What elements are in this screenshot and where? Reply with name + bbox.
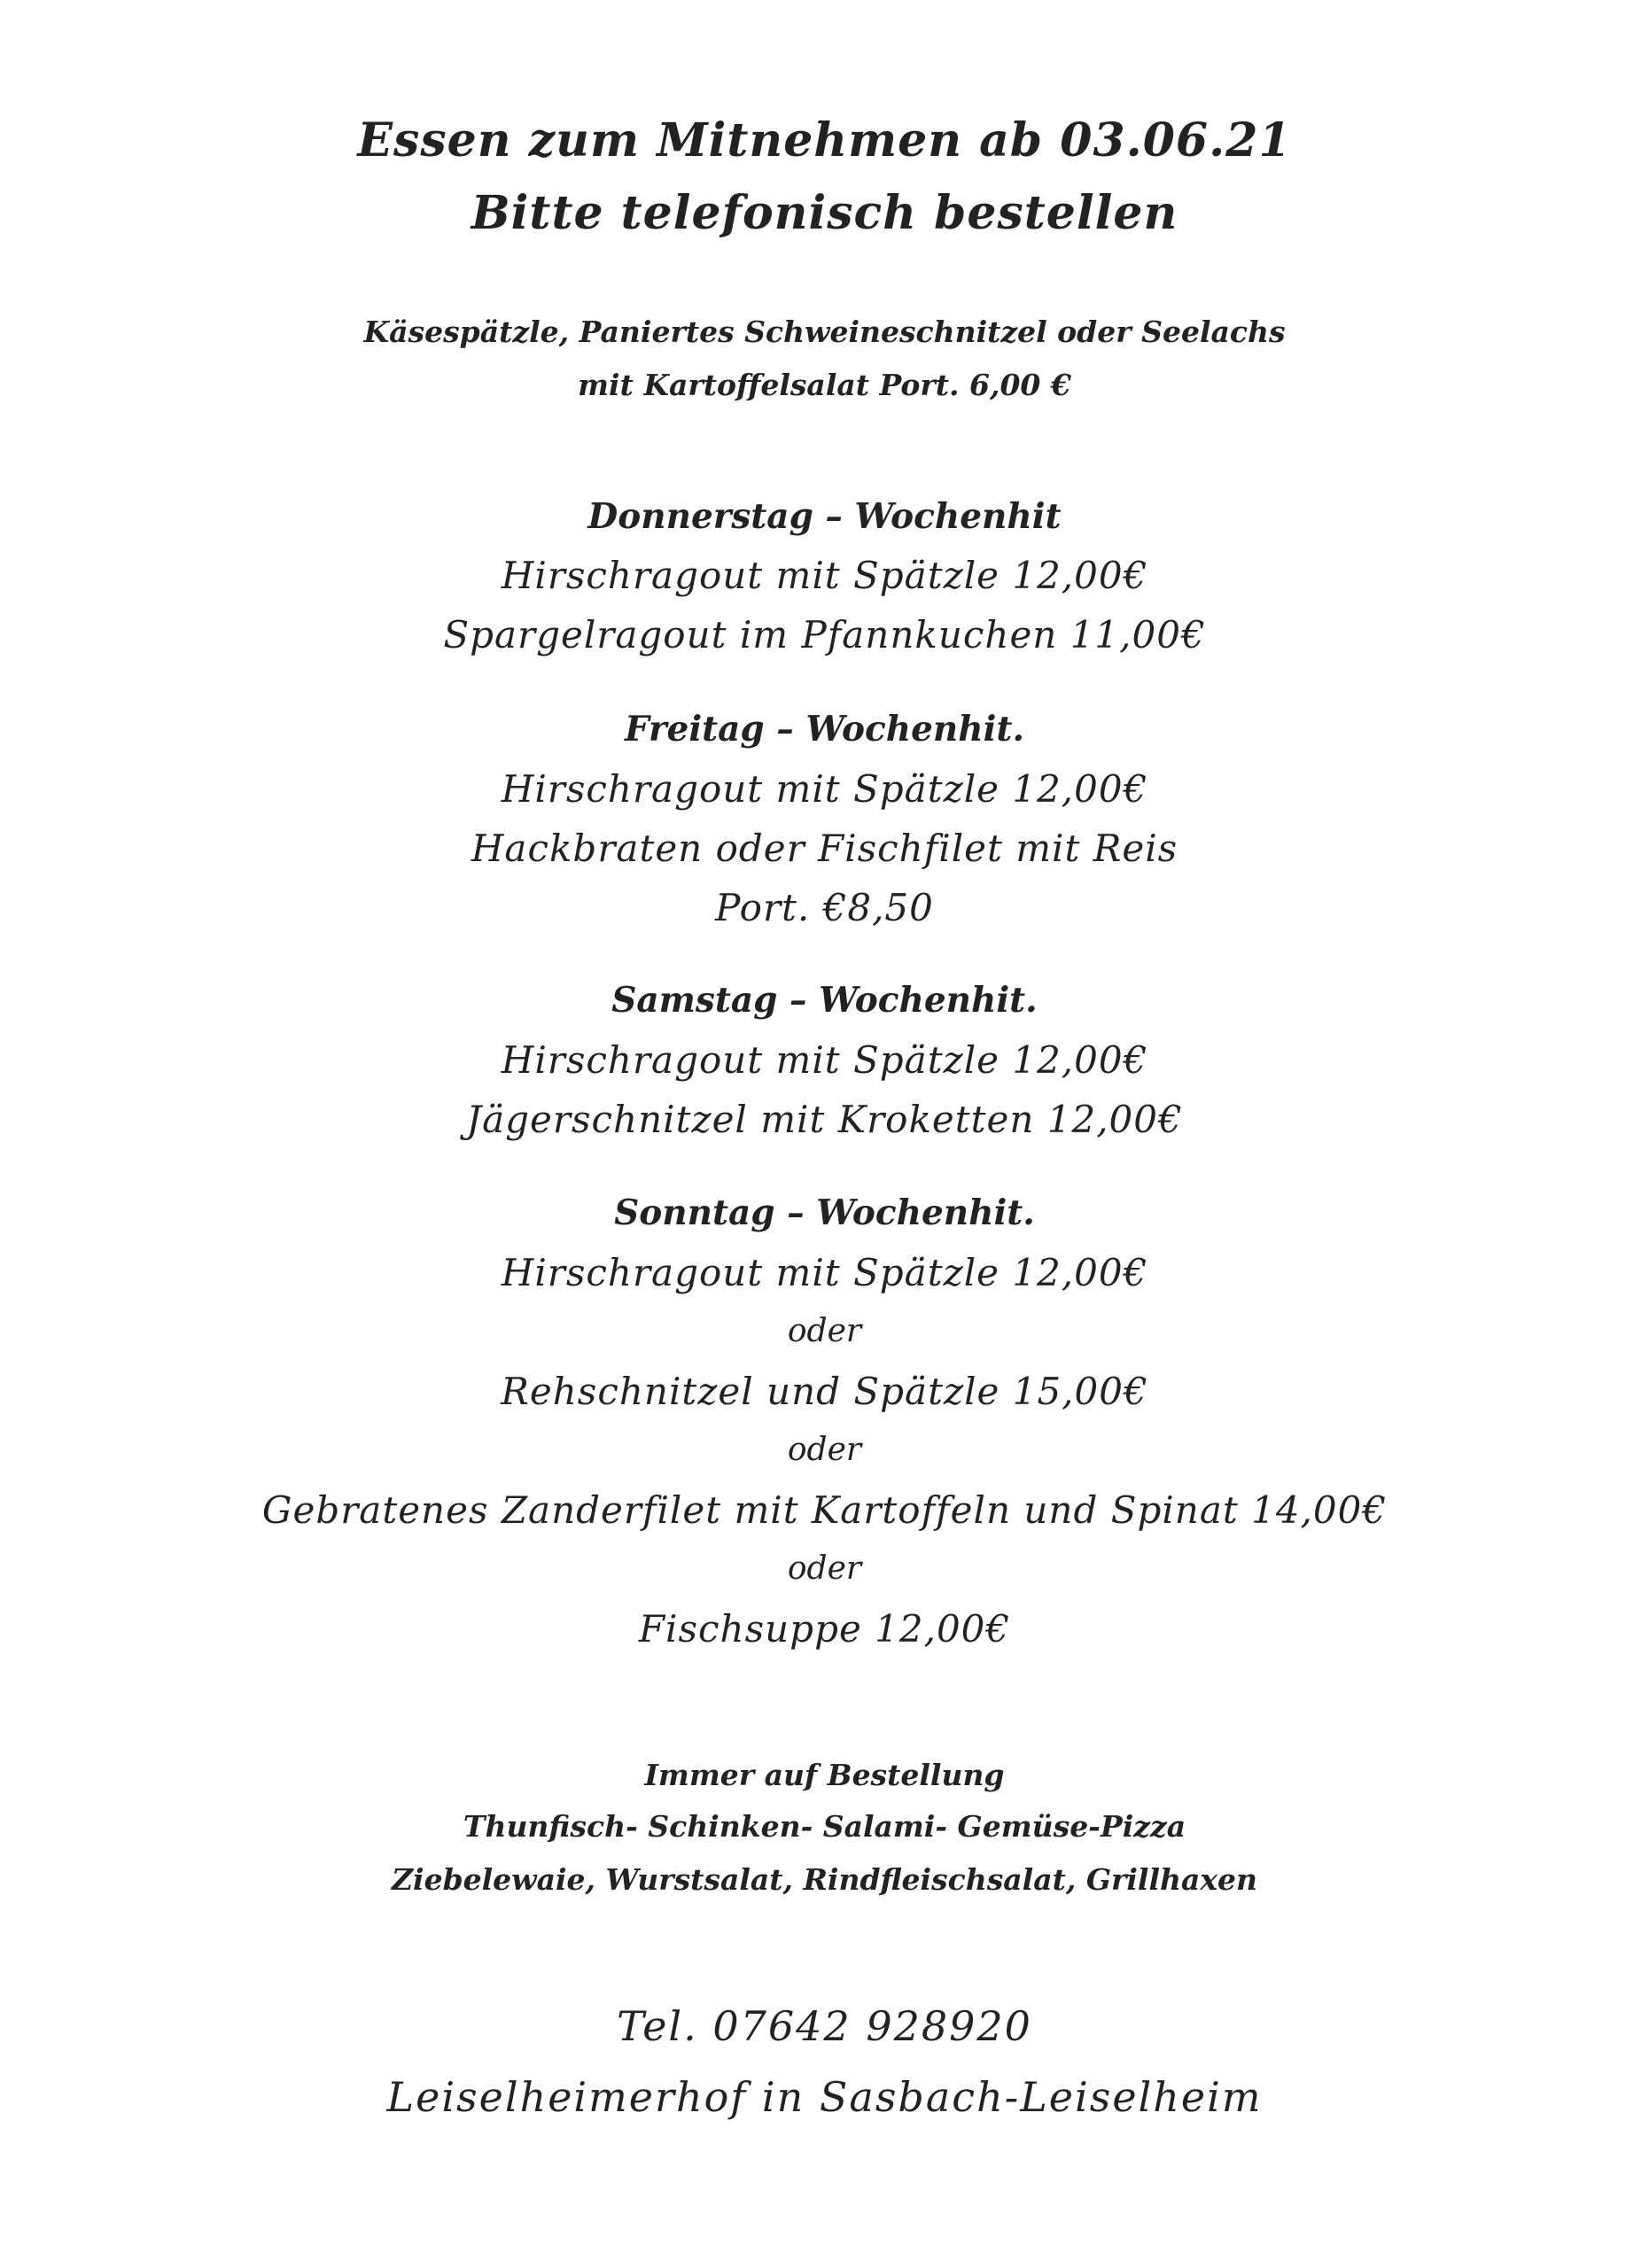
page-title: Essen zum Mitnehmen ab 03.06.21 xyxy=(357,113,1292,167)
dish-line: Hackbraten oder Fischfilet mit Reis xyxy=(471,827,1178,870)
always-heading: Immer auf Bestellung xyxy=(644,1758,1005,1792)
dish-line: Hirschragout mit Spätzle 12,00€ xyxy=(501,554,1148,597)
phone-number: Tel. 07642 928920 xyxy=(617,2002,1032,2050)
dish-line: Spargelragout im Pfannkuchen 11,00€ xyxy=(443,613,1206,656)
dish-line: Port. €8,50 xyxy=(715,886,934,929)
dish-line: Rehschnitzel und Spätzle 15,00€ xyxy=(501,1370,1148,1413)
always-line: Ziebelewaie, Wurstsalat, Rindfleischsalat, Grillhaxen xyxy=(391,1862,1258,1897)
dish-line: Hirschragout mit Spätzle 12,00€ xyxy=(501,767,1148,811)
dish-line: Hirschragout mit Spätzle 12,00€ xyxy=(501,1038,1148,1082)
dish-line: Jägerschnitzel mit Kroketten 12,00€ xyxy=(466,1098,1183,1141)
day-heading-friday: Freitag – Wochenhit. xyxy=(624,709,1025,750)
intro-line: mit Kartoffelsalat Port. 6,00 € xyxy=(578,368,1071,402)
or-line: oder xyxy=(787,1432,862,1468)
dish-line: Fischsuppe 12,00€ xyxy=(638,1607,1011,1651)
or-line: oder xyxy=(787,1550,862,1587)
or-line: oder xyxy=(787,1313,862,1349)
dish-line: Gebratenes Zanderfilet mit Kartoffeln und Spinat 14,00€ xyxy=(261,1488,1388,1532)
restaurant-location: Leiselheimerhof in Sasbach-Leiselheim xyxy=(386,2073,1263,2121)
page-subtitle: Bitte telefonisch bestellen xyxy=(471,186,1178,240)
day-heading-thursday: Donnerstag – Wochenhit xyxy=(587,496,1062,537)
dish-line: Hirschragout mit Spätzle 12,00€ xyxy=(501,1251,1148,1294)
day-heading-sunday: Sonntag – Wochenhit. xyxy=(614,1192,1035,1233)
day-heading-saturday: Samstag – Wochenhit. xyxy=(611,980,1038,1021)
always-line: Thunfisch- Schinken- Salami- Gemüse-Pizza xyxy=(463,1809,1186,1844)
intro-line: Käsespätzle, Paniertes Schweineschnitzel oder Seelachs xyxy=(363,315,1286,349)
